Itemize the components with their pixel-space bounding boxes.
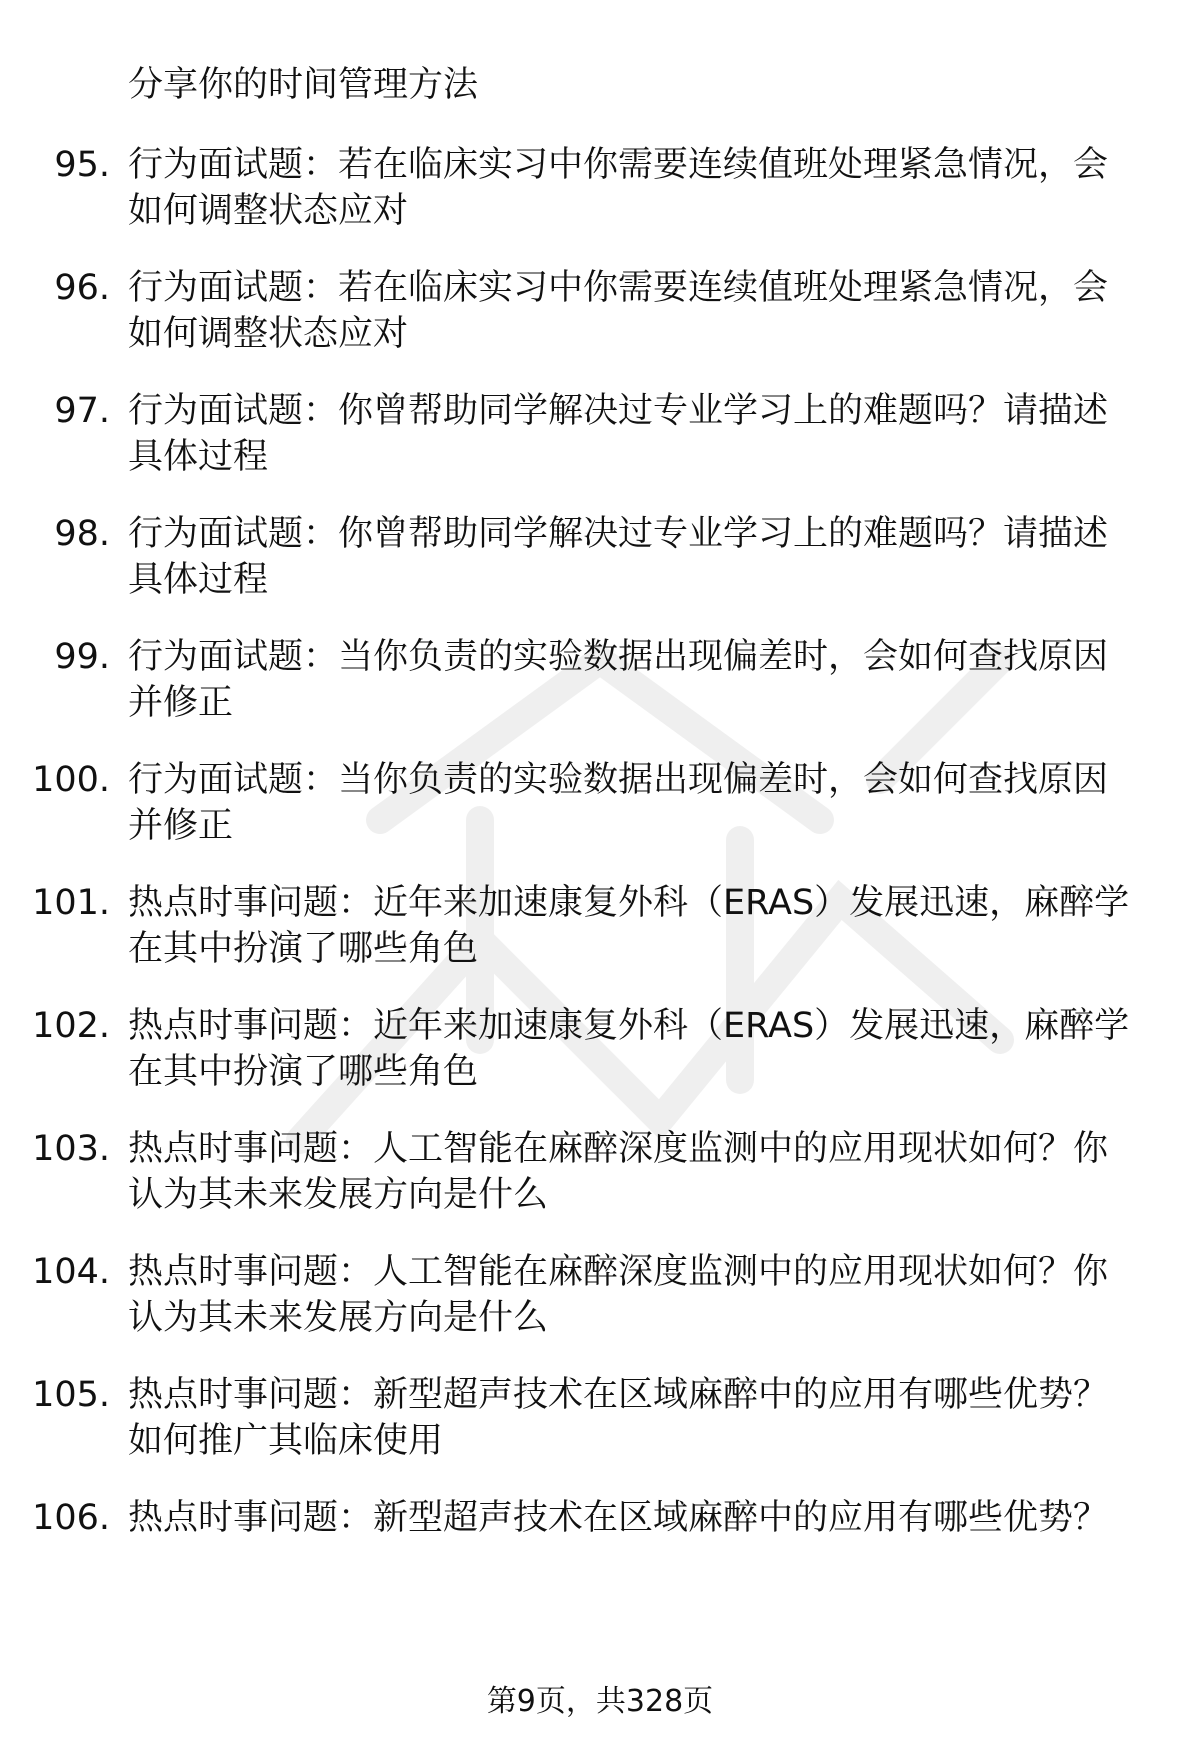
continuation-text: 分享你的时间管理方法 — [128, 65, 479, 105]
question-text-line2: 认为其未来发展方向是什么 — [128, 1175, 549, 1215]
question-number: 96. — [54, 268, 110, 308]
question-item — [0, 757, 1200, 857]
question-text-line1: 热点时事问题：近年来加速康复外科（ERAS）发展迅速，麻醉学 — [128, 1006, 1130, 1046]
question-item — [0, 1003, 1200, 1103]
question-text-line2: 在其中扮演了哪些角色 — [128, 1052, 479, 1092]
question-item — [0, 1372, 1200, 1472]
question-text-line1: 热点时事问题：新型超声技术在区域麻醉中的应用有哪些优势？ — [128, 1375, 1109, 1415]
page-footer: 第9页，共328页 — [486, 1684, 714, 1719]
question-item — [0, 265, 1200, 365]
question-text-line2: 并修正 — [128, 806, 234, 846]
question-text-line2: 具体过程 — [128, 437, 269, 477]
question-text-line1: 热点时事问题：新型超声技术在区域麻醉中的应用有哪些优势？ — [128, 1498, 1109, 1538]
question-number: 106. — [32, 1498, 110, 1538]
question-item — [0, 511, 1200, 611]
question-number: 98. — [54, 514, 110, 554]
question-item — [0, 634, 1200, 734]
question-number: 97. — [54, 391, 110, 431]
question-number: 101. — [32, 883, 110, 923]
question-text-line2: 具体过程 — [128, 560, 269, 600]
question-item — [0, 880, 1200, 980]
question-text-line2: 如何推广其临床使用 — [128, 1421, 444, 1461]
question-text-line2: 如何调整状态应对 — [128, 314, 409, 354]
question-number: 99. — [54, 637, 110, 677]
question-text-line2: 如何调整状态应对 — [128, 191, 409, 231]
question-number: 103. — [32, 1129, 110, 1169]
question-text-line2: 认为其未来发展方向是什么 — [128, 1298, 549, 1338]
question-number: 102. — [32, 1006, 110, 1046]
question-text-line1: 行为面试题：当你负责的实验数据出现偏差时，会如何查找原因 — [128, 760, 1109, 800]
question-text-line1: 行为面试题：你曾帮助同学解决过专业学习上的难题吗？请描述 — [128, 391, 1109, 431]
watermark-graphic — [180, 520, 1080, 1220]
question-number: 104. — [32, 1252, 110, 1292]
question-text-line1: 行为面试题：你曾帮助同学解决过专业学习上的难题吗？请描述 — [128, 514, 1109, 554]
question-number: 95. — [54, 145, 110, 185]
question-text-line1: 行为面试题：当你负责的实验数据出现偏差时，会如何查找原因 — [128, 637, 1109, 677]
question-item — [0, 1495, 1200, 1595]
question-text-line1: 行为面试题：若在临床实习中你需要连续值班处理紧急情况，会 — [128, 268, 1109, 308]
question-text-line2: 并修正 — [128, 683, 234, 723]
question-item — [0, 388, 1200, 488]
question-number: 105. — [32, 1375, 110, 1415]
question-text-line1: 热点时事问题：人工智能在麻醉深度监测中的应用现状如何？你 — [128, 1129, 1109, 1169]
question-item — [0, 1126, 1200, 1226]
question-text-line1: 行为面试题：若在临床实习中你需要连续值班处理紧急情况，会 — [128, 145, 1109, 185]
question-item — [0, 1249, 1200, 1349]
question-number: 100. — [32, 760, 110, 800]
question-text-line1: 热点时事问题：近年来加速康复外科（ERAS）发展迅速，麻醉学 — [128, 883, 1130, 923]
question-text-line2: 在其中扮演了哪些角色 — [128, 929, 479, 969]
question-item — [0, 142, 1200, 242]
question-text-line1: 热点时事问题：人工智能在麻醉深度监测中的应用现状如何？你 — [128, 1252, 1109, 1292]
